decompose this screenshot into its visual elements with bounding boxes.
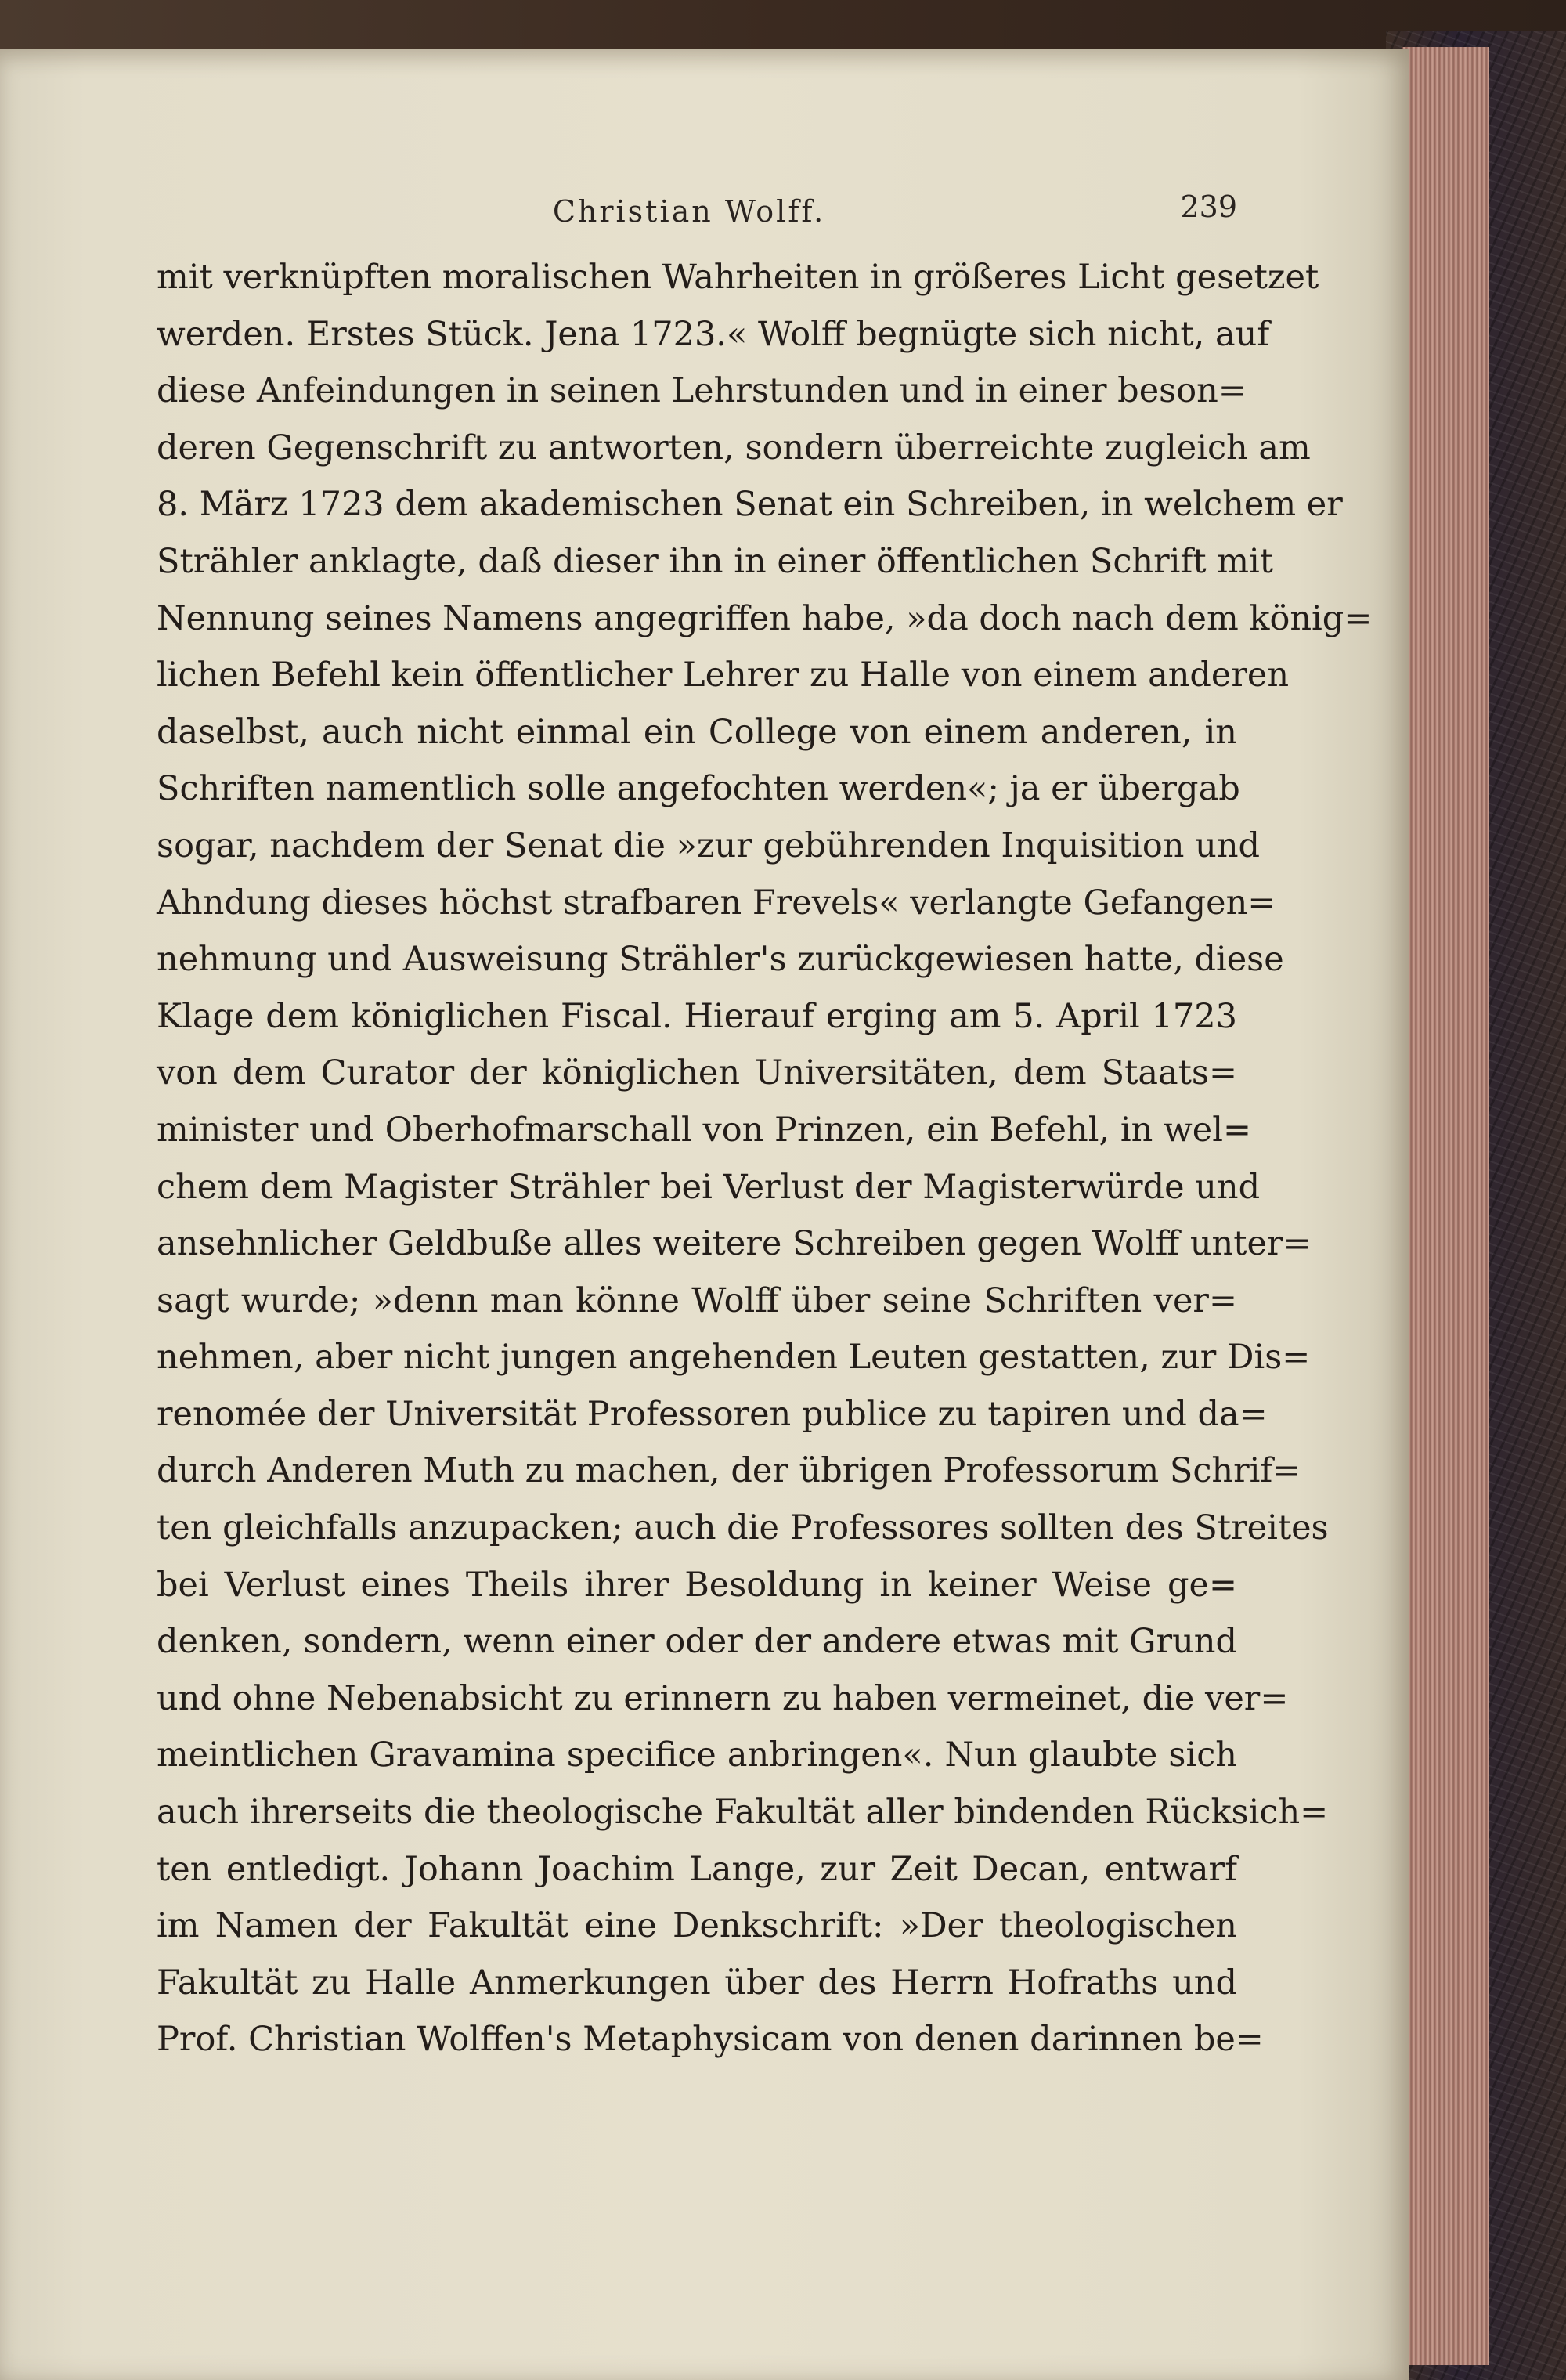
text-line: ten gleichfalls anzupacken; auch die Professores sollten des Streites bbox=[157, 1508, 1329, 1548]
text-line: denken, sondern, wenn einer oder der andere etwas mit Grund bbox=[157, 1622, 1237, 1662]
text-line: Ahndung dieses höchst strafbaren Frevels« verlangte Gefangen= bbox=[157, 883, 1276, 923]
text-line: 8. März 1723 dem akademischen Senat ein Schreiben, in welchem er bbox=[157, 485, 1343, 525]
text-line: mit verknüpften moralischen Wahrheiten in größeres Licht gesetzet bbox=[157, 258, 1319, 297]
text-line: sogar, nachdem der Senat die »zur gebührenden Inquisition und bbox=[157, 825, 1261, 865]
running-title: Christian Wolff. bbox=[552, 194, 826, 229]
text-line: werden. Erstes Stück. Jena 1723.« Wolff begnügte sich nicht, auf bbox=[157, 314, 1270, 354]
text-line: Klage dem königlichen Fiscal. Hierauf erging am 5. April 1723 bbox=[157, 996, 1237, 1036]
text-line: minister und Oberhofmarschall von Prinzen, ein Befehl, in wel= bbox=[157, 1110, 1251, 1150]
text-line: bei Verlust eines Theils ihrer Besoldung in keiner Weise ge= bbox=[157, 1565, 1237, 1605]
text-line: durch Anderen Muth zu machen, der übrigen Professorum Schrif= bbox=[157, 1451, 1301, 1491]
page-number: 239 bbox=[1180, 190, 1237, 224]
text-line: deren Gegenschrift zu antworten, sondern überreichte zugleich am bbox=[157, 428, 1311, 468]
text-line: Prof. Christian Wolffen's Metaphysicam von denen darinnen be= bbox=[157, 2020, 1264, 2060]
text-line: daselbst, auch nicht einmal ein College von einem anderen, in bbox=[157, 712, 1237, 752]
text-line: ten entledigt. Johann Joachim Lange, zur Zeit Decan, entwarf bbox=[157, 1849, 1237, 1889]
body-text bbox=[157, 249, 1373, 2068]
text-line: auch ihrerseits die theologische Fakultät aller bindenden Rücksich= bbox=[157, 1793, 1329, 1833]
text-line: von dem Curator der königlichen Universitäten, dem Staats= bbox=[157, 1053, 1237, 1093]
text-line: Nennung seines Namens angegriffen habe, »da doch nach dem könig= bbox=[157, 598, 1373, 638]
text-line: ansehnlicher Geldbuße alles weitere Schreiben gegen Wolff unter= bbox=[157, 1224, 1312, 1264]
page-edges bbox=[1402, 47, 1489, 2365]
text-line: Fakultät zu Halle Anmerkungen über des Herrn Hofraths und bbox=[157, 1963, 1237, 2003]
text-line: im Namen der Fakultät eine Denkschrift: »Der theologischen bbox=[157, 1906, 1237, 1946]
text-line: meintlichen Gravamina specifice anbringen«. Nun glaubte sich bbox=[157, 1735, 1237, 1775]
text-line: diese Anfeindungen in seinen Lehrstunden und in einer beson= bbox=[157, 371, 1247, 411]
text-line: Schriften namentlich solle angefochten werden«; ja er übergab bbox=[157, 769, 1240, 809]
text-line: renomée der Universität Professoren publice zu tapiren und da= bbox=[157, 1394, 1268, 1434]
text-line: sagt wurde; »denn man könne Wolff über seine Schriften ver= bbox=[157, 1280, 1237, 1320]
text-line: nehmung und Ausweisung Strähler's zurückgewiesen hatte, diese bbox=[157, 940, 1284, 980]
text-line: Strähler anklagte, daß dieser ihn in einer öffentlichen Schrift mit bbox=[157, 541, 1274, 581]
text-line: nehmen, aber nicht jungen angehenden Leuten gestatten, zur Dis= bbox=[157, 1338, 1311, 1378]
text-line: chem dem Magister Strähler bei Verlust der Magisterwürde und bbox=[157, 1167, 1261, 1207]
text-line: lichen Befehl kein öffentlicher Lehrer zu Halle von einem anderen bbox=[157, 655, 1290, 695]
text-line: und ohne Nebenabsicht zu erinnern zu haben vermeinet, die ver= bbox=[157, 1678, 1289, 1718]
